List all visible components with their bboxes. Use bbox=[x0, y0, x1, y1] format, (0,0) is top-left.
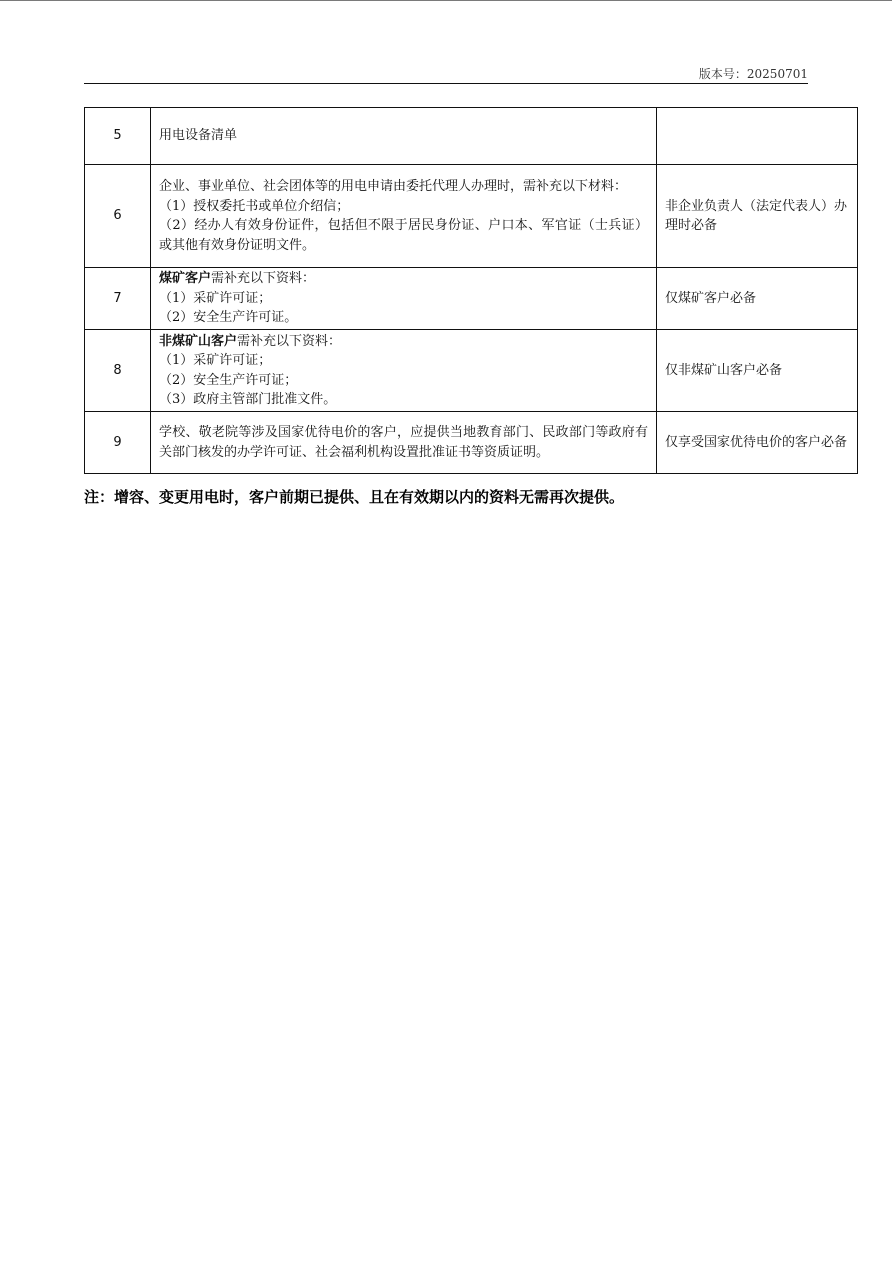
row-note: 非企业负责人（法定代表人）办理时必备 bbox=[657, 165, 858, 268]
table-row bbox=[85, 330, 858, 412]
page-top-edge bbox=[0, 0, 892, 1]
content-line: （3）政府主管部门批准文件。 bbox=[159, 392, 337, 407]
table-row bbox=[85, 165, 858, 268]
content-line bbox=[159, 269, 648, 289]
content-line: 用电设备清单 bbox=[159, 128, 238, 144]
table-row bbox=[85, 268, 858, 330]
footnote: 注：增容、变更用电时，客户前期已提供、且在有效期以内的资料无需再次提供。 bbox=[84, 488, 625, 506]
content-line bbox=[159, 332, 648, 352]
content-line: （2）安全生产许可证。 bbox=[159, 310, 298, 326]
row-number: 8 bbox=[85, 330, 151, 412]
row-note: 仅享受国家优待电价的客户必备 bbox=[657, 412, 858, 474]
customer-type-label: 煤矿客户 bbox=[159, 271, 212, 287]
content-text: 需补充以下资料： bbox=[237, 333, 342, 349]
content-line: （1）授权委托书或单位介绍信； bbox=[159, 198, 350, 214]
content-line: 学校、敬老院等涉及国家优待电价的客户，应提供当地教育部门、民政部门等政府有关部门核发的办学许可证、社会福利机构设置批准证书等资质证明。 bbox=[159, 425, 648, 460]
row-note: 仅煤矿客户必备 bbox=[657, 268, 858, 330]
row-content bbox=[151, 268, 657, 330]
content-line: 企业、事业单位、社会团体等的用电申请由委托代理人办理时，需补充以下材料： bbox=[159, 179, 628, 194]
row-content bbox=[151, 412, 657, 474]
table-row bbox=[85, 108, 858, 165]
content-line: （2）安全生产许可证； bbox=[159, 372, 298, 388]
row-number: 7 bbox=[85, 268, 151, 330]
row-number: 6 bbox=[85, 165, 151, 268]
version-number: 版本号：20250701 bbox=[698, 67, 808, 81]
row-content bbox=[151, 165, 657, 268]
row-number: 9 bbox=[85, 412, 151, 474]
header-rule bbox=[84, 83, 808, 84]
row-number: 5 bbox=[85, 108, 151, 165]
row-content bbox=[151, 330, 657, 412]
content-text: 需补充以下资料： bbox=[211, 271, 316, 287]
customer-type-label: 非煤矿山客户 bbox=[159, 333, 238, 349]
content-line: （1）采矿许可证； bbox=[159, 353, 272, 368]
row-note: 仅非煤矿山客户必备 bbox=[657, 330, 858, 412]
content-line: （2）经办人有效身份证件，包括但不限于居民身份证、户口本、军官证（士兵证）或其他有效身份证明文件。 bbox=[159, 218, 648, 253]
row-content bbox=[151, 108, 657, 165]
row-note bbox=[657, 108, 858, 165]
requirements-table bbox=[84, 107, 858, 474]
table-row bbox=[85, 412, 858, 474]
content-line: （1）采矿许可证； bbox=[159, 290, 272, 306]
